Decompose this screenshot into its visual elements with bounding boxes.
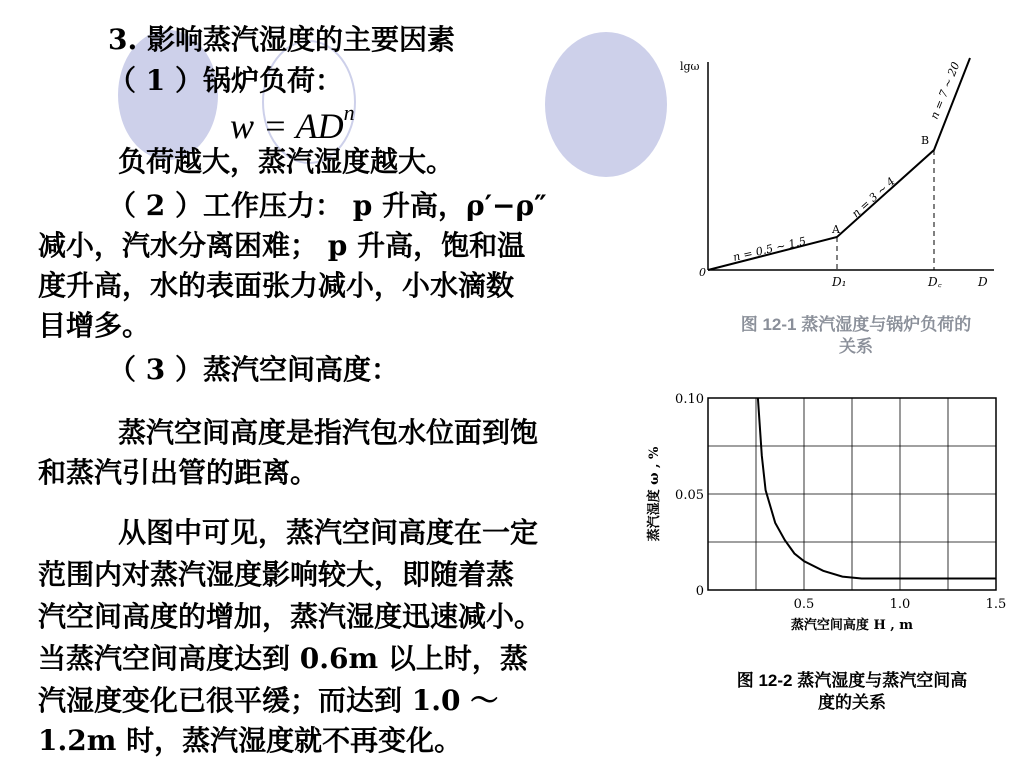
- paragraph-line5: 汽湿度变化已很平缓；而达到 1.0 ～: [38, 684, 499, 717]
- item2-line3: 度升高，水的表面张力减小，小水滴数: [38, 269, 515, 302]
- fig2-y-tick-label: 0.05: [675, 488, 704, 503]
- fig1-series-label-2: n = 3 ~ 4: [849, 174, 898, 221]
- fig2-y-tick-label: 0.10: [675, 392, 704, 407]
- fig1-caption-line1: 图 12-1 蒸汽湿度与锅炉负荷的: [740, 315, 972, 334]
- fig2-xlabel: 蒸汽空间高度 H , m: [790, 618, 914, 633]
- item2-line2: 减小，汽水分离困难； p 升高，饱和温: [38, 229, 526, 262]
- heading: 3. 影响蒸汽湿度的主要因素: [108, 23, 455, 56]
- paragraph-line4: 当蒸汽空间高度达到 0.6m 以上时，蒸: [38, 642, 528, 675]
- paragraph-line6: 1.2m 时，蒸汽湿度就不再变化。: [38, 724, 463, 757]
- definition-line2: 和蒸汽引出管的距离。: [38, 456, 319, 489]
- decor-circle-2: [545, 32, 667, 177]
- figure-12-2-caption: [692, 670, 1012, 714]
- item2-line1: （ 2 ）工作压力： p 升高，ρ′−ρ″: [108, 189, 547, 222]
- fig1-origin: 0: [699, 266, 706, 279]
- formula-lhs: w = AD: [230, 106, 344, 146]
- item1-label: （ 1 ）锅炉负荷：: [108, 64, 343, 97]
- definition-line1: 蒸汽空间高度是指汽包水位面到饱: [118, 416, 539, 449]
- figure-12-2-chart: [636, 386, 1020, 640]
- fig1-series-label-3: n = 7 ~ 20: [927, 60, 963, 122]
- load-effect-text: 负荷越大，蒸汽湿度越大。: [118, 145, 455, 178]
- paragraph-line3: 汽空间高度的增加，蒸汽湿度迅速减小。: [38, 600, 543, 633]
- fig2-y-tick-label: 0: [695, 584, 704, 599]
- fig2-ylabel: 蒸汽湿度 ω , %: [647, 446, 662, 542]
- item3-label: （ 3 ）蒸汽空间高度：: [108, 353, 399, 386]
- fig1-point-b: B: [921, 134, 930, 147]
- formula-exponent: n: [343, 100, 355, 125]
- fig2-curve: [758, 398, 996, 579]
- paragraph-line1: 从图中可见，蒸汽空间高度在一定: [118, 516, 539, 549]
- load-formula: [230, 100, 355, 147]
- fig1-tick-d1: D₁: [832, 275, 847, 289]
- fig2-caption-line2: 度的关系: [818, 693, 886, 712]
- fig1-series-label-1: n = 0.5 ~ 1.5: [731, 234, 808, 264]
- figure-12-1-caption: [700, 314, 1012, 358]
- paragraph-line2: 范围内对蒸汽湿度影响较大，即随着蒸: [38, 558, 515, 591]
- fig2-x-tick-label: 1.5: [985, 597, 1007, 612]
- fig2-caption-line1: 图 12-2 蒸汽湿度与蒸汽空间高: [736, 671, 968, 690]
- fig2-x-tick-label: 0.5: [793, 597, 815, 612]
- fig1-tick-dc: D꜀: [928, 275, 942, 289]
- fig1-caption-line2: 关系: [839, 337, 873, 356]
- item2-line4: 目增多。: [38, 309, 151, 342]
- fig2-x-tick-label: 1.0: [889, 597, 911, 612]
- fig1-curve: [708, 58, 970, 270]
- fig1-ylabel: lgω: [680, 60, 700, 73]
- fig1-xlabel: D: [978, 275, 988, 289]
- fig1-point-a: A: [832, 223, 840, 236]
- figure-12-1-chart: [672, 40, 1012, 310]
